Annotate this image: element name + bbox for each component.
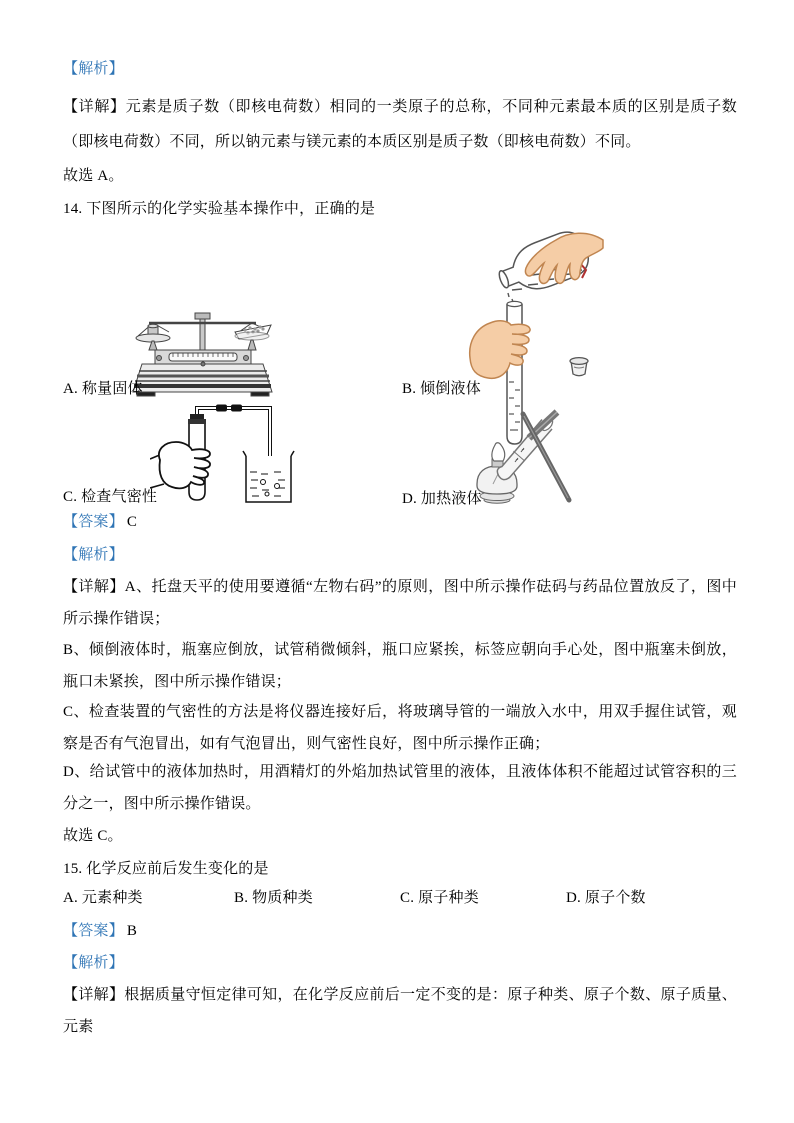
q15-answer-value: B xyxy=(126,923,138,939)
q14-option-a-label: A. 称量固体 xyxy=(63,381,143,397)
q14-conclusion: 故选 C。 xyxy=(63,828,123,844)
gripping-fist xyxy=(159,442,210,488)
q14-answer-label: 【答案】 xyxy=(63,514,124,530)
q15-detail: 【详解】根据质量守恒定律可知，在化学反应前后一定不变的是：原子种类、原子个数、原子质量、元素 xyxy=(63,987,737,1035)
q15-answer-label: 【答案】 xyxy=(63,923,124,939)
q13-conclusion: 故选 A。 xyxy=(63,168,124,184)
q15-options-row xyxy=(63,883,737,915)
q15-option-a: A. 元素种类 xyxy=(63,890,143,906)
q14-analysis-label: 【解析】 xyxy=(63,547,124,563)
q14-detail-c: C、检查装置的气密性的方法是将仪器连接好后，将玻璃导管的一端放入水中，用双手握住试管，观察是否有气泡冒出，如有气泡冒出，则气密性良好，图中所示操作正确； xyxy=(63,704,737,752)
q14-option-d-label: D. 加热液体 xyxy=(402,491,482,507)
q14-answer-line xyxy=(63,507,137,539)
q14-detail-b: B、倾倒液体时，瓶塞应倒放，试管稍微倾斜，瓶口应紧挨，标签应朝向手心处，图中瓶塞未倒放，瓶口未紧挨，图中所示操作错误； xyxy=(63,642,737,690)
q14-option-c-label: C. 检查气密性 xyxy=(63,489,158,505)
q14-detail-d: D、给试管中的液体加热时，用酒精灯的外焰加热试管里的液体，且液体体积不能超过试管容积的三分之一，图中所示操作错误。 xyxy=(63,764,737,812)
q15-option-c: C. 原子种类 xyxy=(400,890,479,906)
q15-option-b: B. 物质种类 xyxy=(234,890,313,906)
q14-detail-a: 【详解】A、托盘天平的使用要遵循“左物右码”的原则，图中所示操作砝码与药品位置放反了，图中所示操作错误； xyxy=(63,579,737,627)
balance-weighing-solid-figure xyxy=(125,303,280,398)
q15-analysis-label: 【解析】 xyxy=(63,955,124,971)
q15-answer-line xyxy=(63,916,137,948)
q14-answer-value: C xyxy=(126,514,138,530)
q13-analysis-label: 【解析】 xyxy=(63,61,124,77)
q14-question: 14. 下图所示的化学实验基本操作中，正确的是 xyxy=(63,201,376,217)
q13-detail-text: 【详解】元素是质子数（即核电荷数）相同的一类原子的总称，不同种元素最本质的区别是质子数（即核电荷数）不同，所以钠元素与镁元素的本质区别是质子数（即核电荷数）不同。 xyxy=(63,99,737,150)
bottle-stopper xyxy=(570,358,588,376)
q15-question: 15. 化学反应前后发生变化的是 xyxy=(63,861,269,877)
q15-option-d: D. 原子个数 xyxy=(566,890,646,906)
air-tightness-figure xyxy=(150,404,298,508)
q14-option-b-label: B. 倾倒液体 xyxy=(402,381,481,397)
flame xyxy=(492,443,505,461)
